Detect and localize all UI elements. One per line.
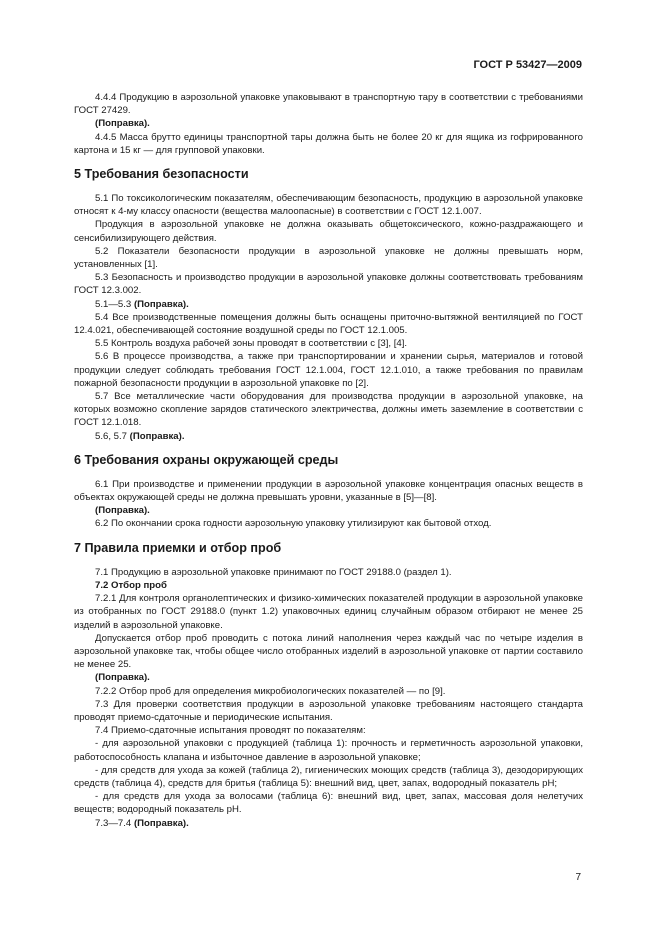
paragraph-6-1: 6.1 При производстве и применении продукции в аэрозольной упаковке концентрация опасных веществ в объектах окружающей среды не должна превышать уровни, указанные в [5]—[8]. bbox=[74, 478, 583, 504]
list-item: - для аэрозольной упаковки с продукцией (таблица 1): прочность и герметичность аэрозольной упаковки, работоспособность клапана и избыточное давление в аэрозольной упаковке; bbox=[74, 738, 583, 763]
section-6-heading: 6 Требования охраны окружающей среды bbox=[74, 452, 339, 467]
paragraph-5-7: 5.7 Все металлические части оборудования для производства продукции в аэрозольной упаковке, на которых возможно скопление зарядов статического электричества, должны иметь заземление в соответствии с ГОСТ 12.1.018. bbox=[74, 391, 583, 429]
section-7-heading: 7 Правила приемки и отбор проб bbox=[74, 540, 282, 555]
paragraph-7-2-2: 7.2.2 Отбор проб для определения микробиологических показателей — по [9]. bbox=[95, 685, 446, 697]
paragraph-7-3: 7.3 Для проверки соответствия продукции в аэрозольной упаковке требованиям настоящего стандарта проводят приемо-сдаточные и периодические испытания. bbox=[74, 698, 583, 723]
amendment-note: (Поправка). bbox=[95, 505, 150, 517]
amendment-label: (Поправка). bbox=[133, 817, 189, 829]
document-body bbox=[74, 91, 583, 830]
subsection-7-2-heading: 7.2 Отбор проб bbox=[95, 579, 167, 591]
amendment-note-7-3-7-4 bbox=[74, 817, 583, 830]
amendment-note-5-6-5-7 bbox=[74, 430, 583, 443]
amendment-ref: 5.6, 5.7 bbox=[95, 430, 130, 442]
amendment-ref: 7.3—7.4 bbox=[95, 817, 134, 829]
paragraph-7-2-1: 7.2.1 Для контроля органолептических и физико-химических показателей продукции в аэрозольной упаковке из отобранных по ГОСТ 29188.0 (пункт 1.2) упаковочных единиц случайным образом отбирают не менее 25 изделий в аэрозольной упаковке. bbox=[74, 593, 583, 631]
paragraph-5-5: 5.5 Контроль воздуха рабочей зоны проводят в соответствии с [3], [4]. bbox=[95, 338, 408, 350]
page-number: 7 bbox=[575, 872, 581, 883]
paragraph-7-1: 7.1 Продукцию в аэрозольной упаковке принимают по ГОСТ 29188.0 (раздел 1). bbox=[95, 566, 452, 578]
paragraph-5-3: 5.3 Безопасность и производство продукции в аэрозольной упаковке должны соответствовать требованиям ГОСТ 12.3.002. bbox=[74, 272, 583, 297]
amendment-note: (Поправка). bbox=[95, 672, 150, 684]
paragraph-6-2: 6.2 По окончании срока годности аэрозольную упаковку утилизируют как бытовой отход. bbox=[95, 518, 492, 530]
paragraph-5-1: 5.1 По токсикологическим показателям, обеспечивающим безопасность, продукцию в аэрозольной упаковке относят к 4-му классу опасности (вещества малоопасные) в соответствии с ГОСТ 12.1.007. bbox=[74, 193, 583, 218]
list-item: - для средств для ухода за кожей (таблица 2), гигиенических моющих средств (таблица 3), дезодорирующих средств (таблица 4), средств для бритья (таблица 5): внешний вид, цвет, запах, водородный показатель pH; bbox=[74, 764, 583, 789]
amendment-note-5-1-5-3 bbox=[74, 298, 583, 311]
paragraph-7-4: 7.4 Приемо-сдаточные испытания проводят по показателям: bbox=[95, 725, 366, 737]
paragraph-5-1-b: Продукция в аэрозольной упаковке не должна оказывать общетоксического, кожно-раздражающего и сенсибилизирующего действия. bbox=[74, 219, 583, 244]
list-item: - для средств для ухода за волосами (таблица 6): внешний вид, цвет, запах, массовая доля нелетучих веществ; водородный показатель pH. bbox=[74, 791, 583, 816]
document-id-header: ГОСТ Р 53427—2009 bbox=[473, 59, 582, 71]
paragraph-4-4-5: 4.4.5 Масса брутто единицы транспортной тары должна быть не более 20 кг для ящика из гофрированного картона и 15 кг — для групповой упаковки. bbox=[74, 131, 583, 156]
amendment-ref: 5.1—5.3 bbox=[95, 298, 134, 310]
section-5-heading: 5 Требования безопасности bbox=[74, 167, 249, 182]
paragraph-5-6: 5.6 В процессе производства, а также при транспортировании и хранении сырья, материалов и готовой продукции следует соблюдать требования ГОСТ 12.1.004, ГОСТ 12.1.010, а также требования по правилам пожарной безопасности продукции в аэрозольной упаковке по [2]. bbox=[74, 351, 583, 389]
amendment-note: (Поправка). bbox=[95, 118, 150, 130]
paragraph-4-4-4: 4.4.4 Продукцию в аэрозольной упаковке упаковывают в транспортную тару в соответствии с требованиями ГОСТ 27429. bbox=[74, 92, 583, 117]
paragraph-5-4: 5.4 Все производственные помещения должны быть оснащены приточно-вытяжной вентиляцией по ГОСТ 12.4.021, обеспечивающей состояние воздушной среды по ГОСТ 12.1.005. bbox=[74, 311, 583, 337]
amendment-label: (Поправка). bbox=[133, 298, 189, 310]
paragraph-5-2: 5.2 Показатели безопасности продукции в аэрозольной упаковке не должны превышать норм, установленных [1]. bbox=[74, 245, 583, 271]
amendment-label: (Поправка). bbox=[129, 430, 185, 442]
paragraph-7-2-1-b: Допускается отбор проб проводить с потока линий наполнения через каждый час по четыре изделия в аэрозольной упаковке так, чтобы общее число отобранных изделий в аэрозольной упаковке от партии составило не менее 25. bbox=[74, 632, 583, 671]
